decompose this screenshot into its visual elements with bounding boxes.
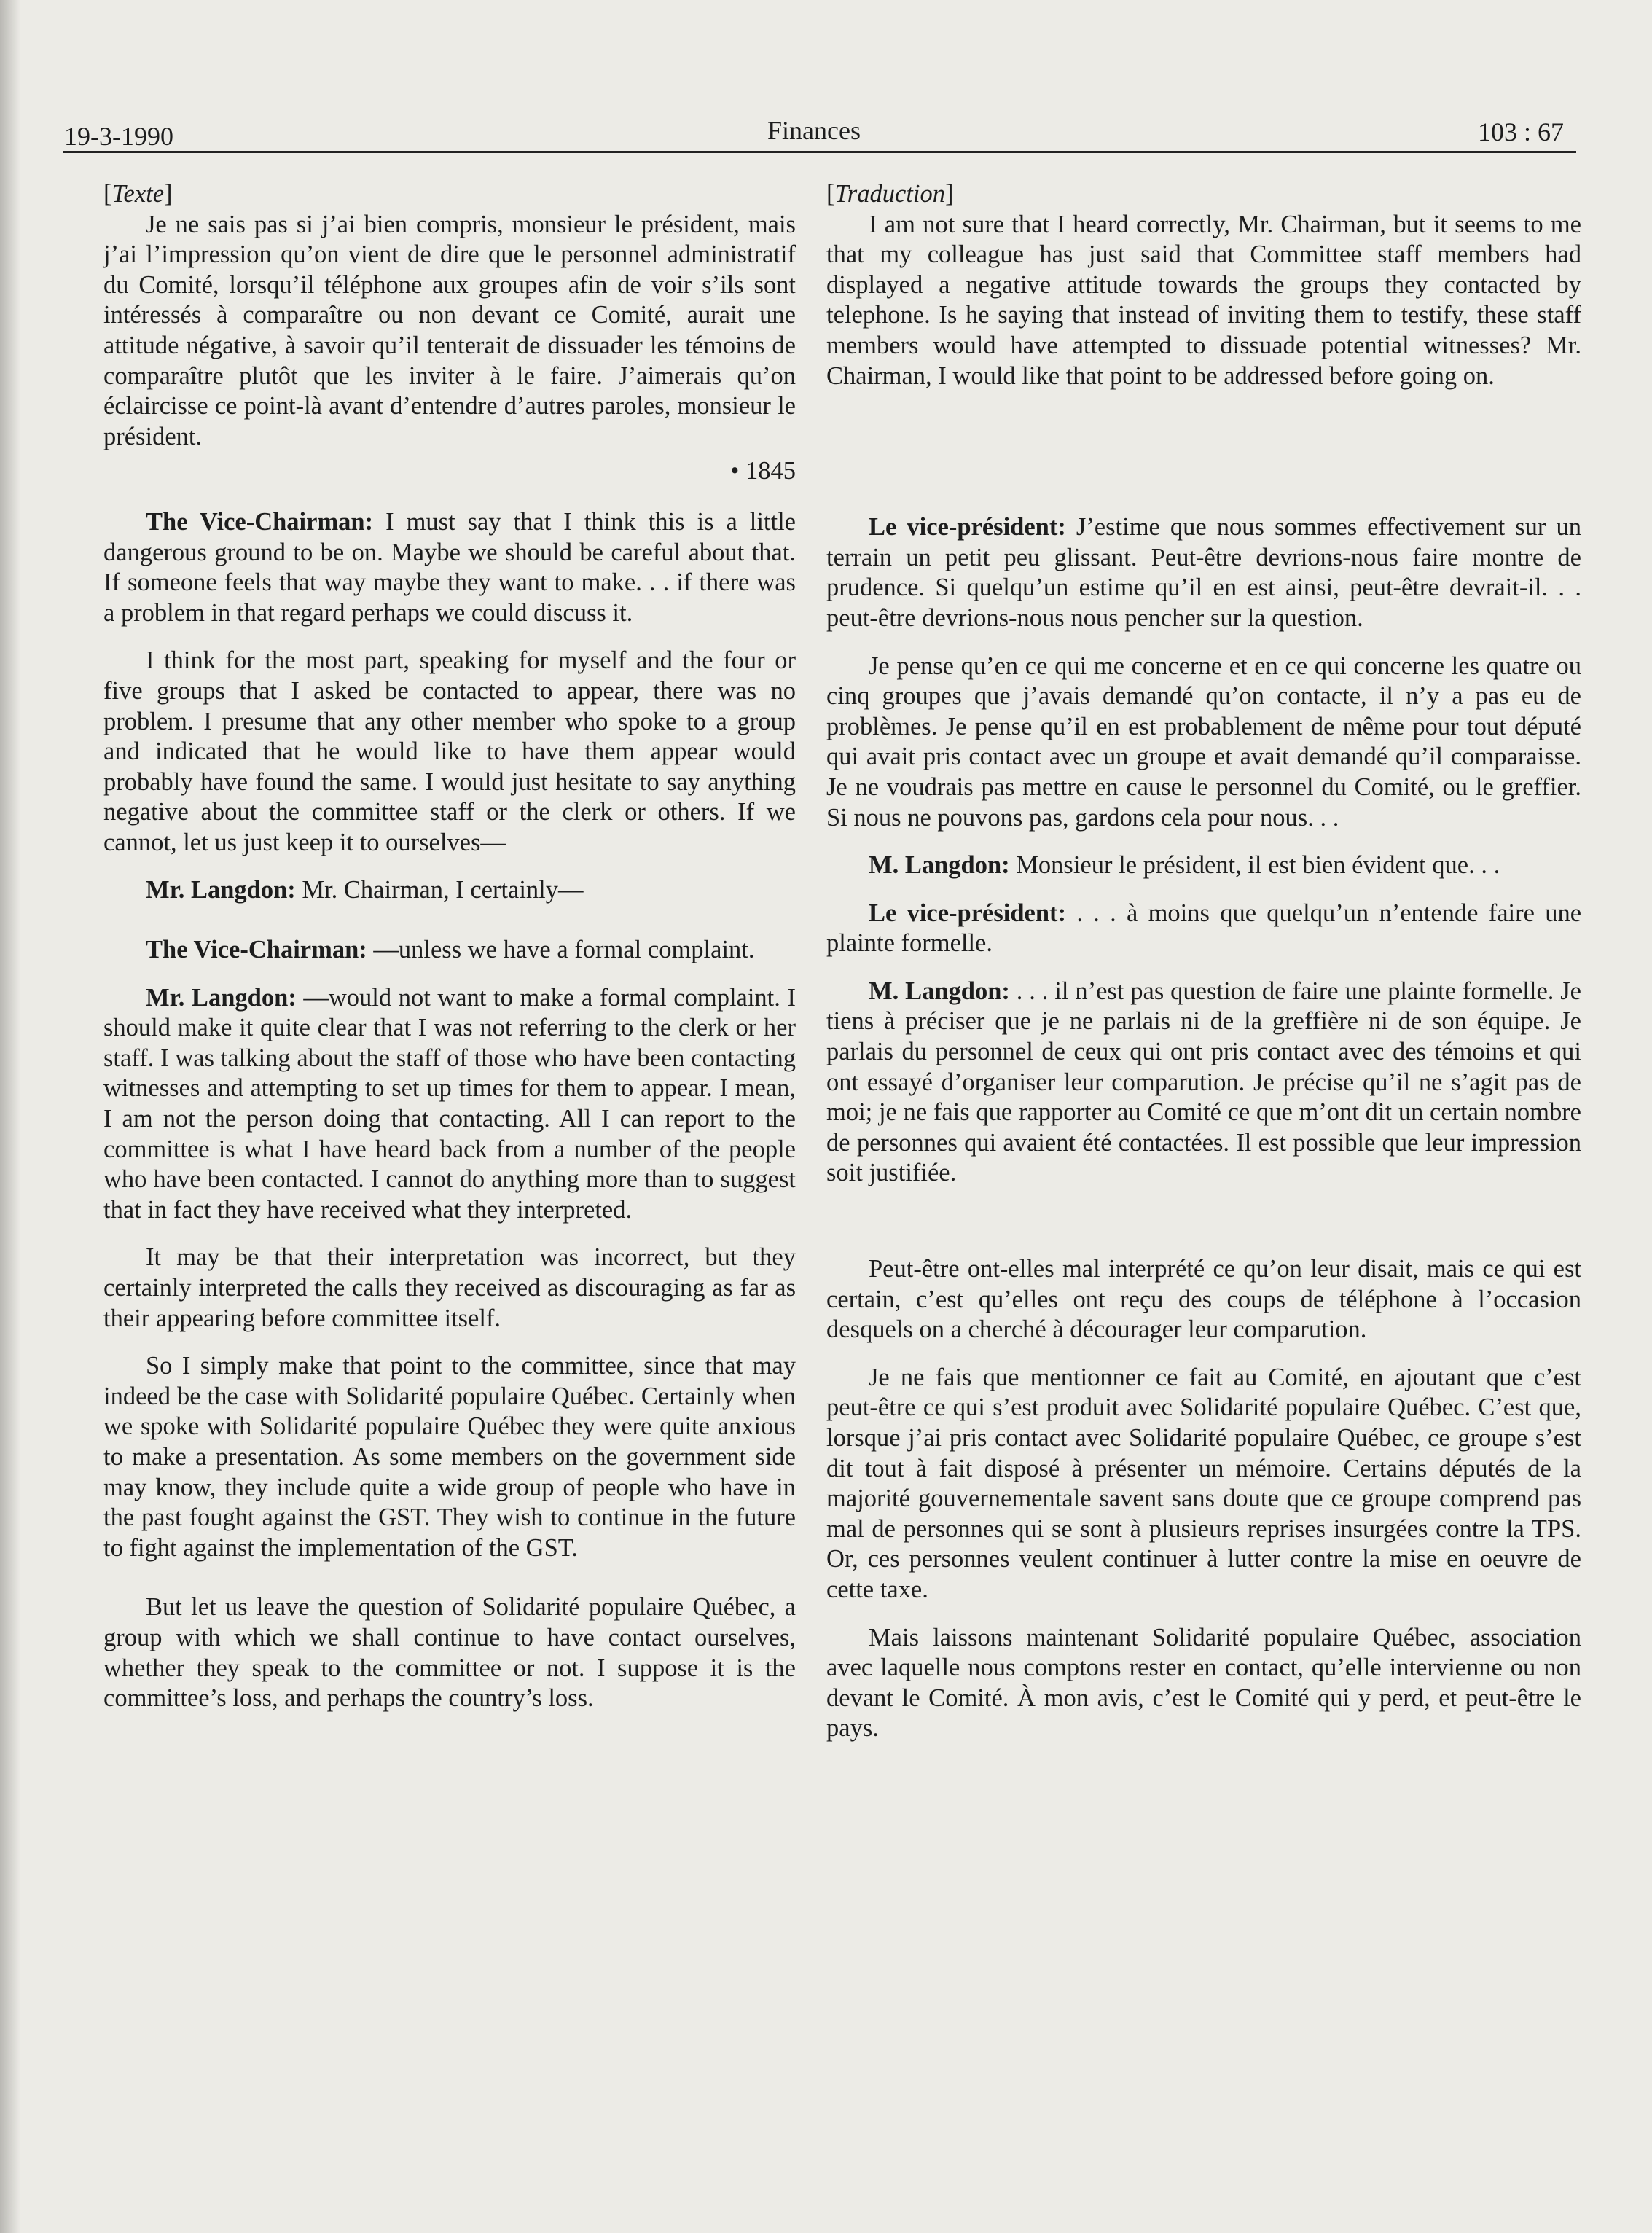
right-paragraph-7: Peut-être ont-elles mal interprété ce qu’on leur disait, mais ce qui est certain, c’est qu’elles ont reçu des coups de téléphone à l’occasion desquels on a cherché à décourager leur comparution. bbox=[826, 1255, 1581, 1344]
speaker-label: Mr. Langdon: bbox=[146, 876, 296, 904]
left-paragraph-1: Je ne sais pas si j’ai bien compris, monsieur le président, mais j’ai l’impression qu’on vient de dire que le personnel administratif du Comité, lorsqu’il téléphone aux groupes afin de voir s’ils sont intéressés à comparaître ou non devant ce Comité, aurait une attitude négative, à savoir qu’il tenterait de dissuader les témoins de comparaître plutôt que les inviter à le faire. J’aimerais qu’on éclaircisse ce point-là avant d’entendre d’autres paroles, monsieur le président. bbox=[103, 210, 796, 450]
right-tag: [Traduction] bbox=[826, 180, 954, 208]
right-paragraph-2 bbox=[826, 512, 1581, 633]
header-date: 19-3-1990 bbox=[64, 122, 173, 151]
speaker-label: Mr. Langdon: bbox=[146, 983, 297, 1012]
right-paragraph-9: Mais laissons maintenant Solidarité populaire Québec, association avec laquelle nous comptons rester en contact, qu’elle intervienne ou non devant le Comité. À mon avis, c’est le Comité qui y perd, et peut-être le pays. bbox=[826, 1623, 1581, 1743]
page-header bbox=[64, 115, 1564, 156]
right-paragraph-6 bbox=[826, 977, 1581, 1189]
speech-text: —unless we have a formal complaint. bbox=[367, 936, 755, 964]
binding-shadow bbox=[0, 0, 20, 2233]
speaker-label: Le vice-président: bbox=[869, 513, 1066, 541]
right-paragraph-8: Je ne fais que mentionner ce fait au Comité, en ajoutant que c’est peut-être ce qui s’est produit avec Solidarité populaire Québec. C’est que, lorsque j’ai pris contact avec Solidarité populaire Québec, ce groupe s’est dit tout à fait disposé à présenter un mémoire. Certains députés de la majorité gouvernementale savent sans doute que ce groupe comprend pas mal de personnes qui se sont à plusieurs reprises insurgées contre la TPS. Or, ces personnes veulent continuer à lutter contre la mise en oeuvre de cette taxe. bbox=[826, 1363, 1581, 1603]
speaker-label: The Vice-Chairman: bbox=[146, 507, 374, 536]
left-tag: [Texte] bbox=[103, 180, 173, 208]
right-tag-label: Traduction bbox=[834, 180, 945, 208]
right-column bbox=[826, 179, 1581, 1744]
speaker-label: Le vice-président: bbox=[869, 899, 1067, 927]
speaker-label: The Vice-Chairman: bbox=[146, 936, 367, 964]
speech-text: . . . à moins que quelqu’un n’entende faire une plainte formelle. bbox=[826, 899, 1582, 958]
right-paragraph-1: I am not sure that I heard correctly, Mr. Chairman, but it seems to me that my colleague has just said that Committee staff members had displayed a negative attitude towards the groups they contacted by telephone. Is he saying that instead of inviting them to testify, these staff members would have attempted to dissuade potential witnesses? Mr. Chairman, I would like that point to be addressed before going on. bbox=[826, 210, 1581, 390]
left-paragraph-3: I think for the most part, speaking for myself and the four or five groups that I asked be contacted to appear, there was no problem. I presume that any other member who spoke to a group and indicated that he would like to have them appear would probably have found the same. I would just hesitate to say anything negative about the committee staff or the clerk or others. If we cannot, let us just keep it to ourselves— bbox=[103, 646, 796, 856]
speech-text: J’estime que nous sommes effectivement sur un terrain un petit peu glissant. Peut-être devrions-nous faire montre de prudence. Si quelqu’un estime qu’il en est ainsi, peut-être devrait-il. . . peut-être devrions-nous nous pencher sur la question. bbox=[826, 513, 1581, 632]
left-paragraph-6 bbox=[103, 983, 796, 1226]
speech-text: . . . il n’est pas question de faire une plainte formelle. Je tiens à préciser que je ne parlais ni de la greffière ni de son équipe. Je parlais du personnel de ceux qui ont pris contact avec des témoins et qui ont essayé d’organiser leur comparution. Je précise qu’il ne s’agit pas de moi; je ne fais que rapporter au Comité ce que m’ont dit un certain nombre de personnes qui avaient été contactées. Il est possible que leur impression soit justifiée. bbox=[826, 977, 1581, 1187]
left-tag-label: Texte bbox=[111, 180, 165, 208]
header-rule bbox=[63, 151, 1576, 153]
speaker-label: M. Langdon: bbox=[869, 977, 1010, 1005]
speech-text: Mr. Chairman, I certainly— bbox=[295, 876, 584, 904]
left-paragraph-9: But let us leave the question of Solidarité populaire Québec, a group with which we shall continue to have contact ourselves, whether they speak to the committee or not. I suppose it is the committee’s loss, and perhaps the country’s loss. bbox=[103, 1593, 796, 1713]
speech-text: I must say that I think this is a little dangerous ground to be on. Maybe we should be careful about that. If someone feels that way maybe they want to make. . . if there was a problem in that regard perhaps we could discuss it. bbox=[103, 507, 796, 627]
speech-text: —would not want to make a formal complaint. I should make it quite clear that I was not referring to the clerk or her staff. I was talking about the staff of those who have been contacting witnesses and attempting to set up times for them to appear. I mean, I am not the person doing that contacting. All I can report to the committee is what I have heard back from a number of the people who have been contacted. I cannot do anything more than to suggest that in fact they have received what they interpreted. bbox=[103, 983, 796, 1224]
left-paragraph-2 bbox=[103, 507, 796, 628]
left-column bbox=[103, 179, 796, 1714]
left-paragraph-7: It may be that their interpretation was incorrect, but they certainly interpreted the calls they received as discouraging as far as their appearing before committee itself. bbox=[103, 1243, 796, 1332]
left-paragraph-5 bbox=[103, 935, 796, 966]
time-marker: • 1845 bbox=[730, 457, 796, 485]
header-title: Finances bbox=[767, 116, 861, 145]
speech-text: Monsieur le président, il est bien évident que. . . bbox=[1009, 851, 1500, 880]
right-paragraph-5 bbox=[826, 899, 1581, 959]
right-paragraph-3: Je pense qu’en ce qui me concerne et en ce qui concerne les quatre ou cinq groupes que j’avais demandé qu’on contacte, il n’y a pas eu de problèmes. Je pense qu’il en est probablement de même pour tout député qui avait pris contact avec un groupe et avait demandé qu’il comparaisse. Je ne voudrais pas mettre en cause le personnel du Comité, ou le greffier. Si nous ne pouvons pas, gardons cela pour nous. . . bbox=[826, 652, 1581, 832]
header-page-number: 103 : 67 bbox=[1477, 117, 1564, 146]
left-paragraph-8: So I simply make that point to the committee, since that may indeed be the case with Solidarité populaire Québec. Certainly when we spoke with Solidarité populaire Québec they were quite anxious to make a presentation. As some members on the government side may know, they include quite a wide group of people who have in the past fought against the GST. They wish to continue in the future to fight against the implementation of the GST. bbox=[103, 1352, 796, 1562]
right-paragraph-4 bbox=[826, 850, 1581, 881]
speaker-label: M. Langdon: bbox=[869, 851, 1010, 880]
left-paragraph-4 bbox=[103, 875, 796, 906]
